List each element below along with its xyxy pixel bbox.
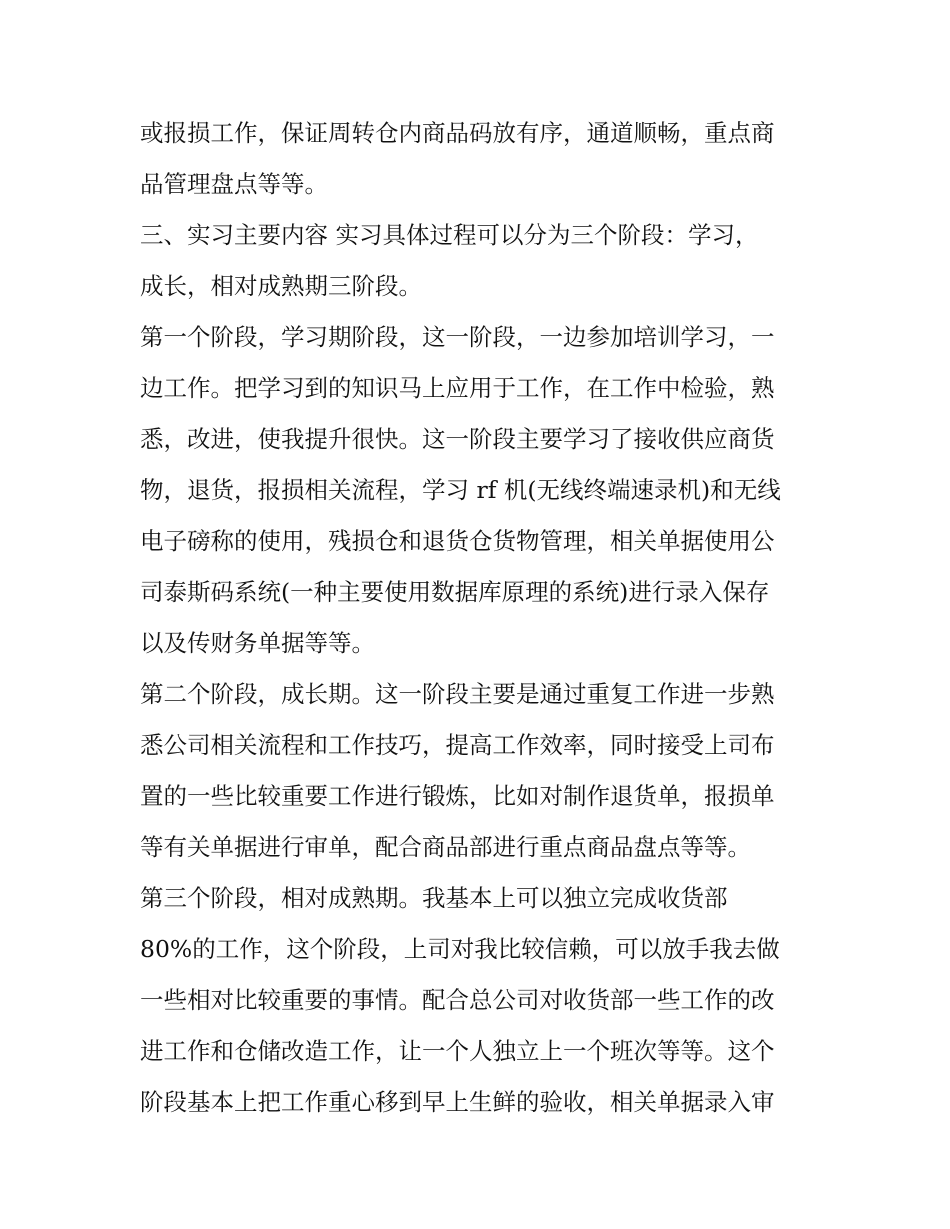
- text-line: 品管理盘点等等。: [140, 170, 328, 198]
- text-line: 悉公司相关流程和工作技巧，提高工作效率，同时接受上司布: [140, 731, 775, 759]
- text-line: 以及传财务单据等等。: [140, 629, 375, 657]
- text-line: 阶段基本上把工作重心移到早上生鲜的验收，相关单据录入审: [140, 1088, 775, 1116]
- text-line: 一些相对比较重要的事情。配合总公司对收货部一些工作的改: [140, 986, 775, 1014]
- text-line: 第一个阶段，学习期阶段，这一阶段，一边参加培训学习，一: [140, 323, 775, 351]
- text-line: 物，退货，报损相关流程，学习 rf 机(无线终端速录机)和无线: [140, 476, 781, 504]
- text-line: 80%的工作，这个阶段，上司对我比较信赖，可以放手我去做: [140, 935, 780, 963]
- text-line: 电子磅称的使用，残损仓和退货仓货物管理，相关单据使用公: [140, 527, 775, 555]
- text-line: 三、实习主要内容 实习具体过程可以分为三个阶段：学习，: [140, 221, 759, 249]
- text-line: 第三个阶段，相对成熟期。我基本上可以独立完成收货部: [140, 884, 728, 912]
- text-line: 置的一些比较重要工作进行锻炼，比如对制作退货单，报损单: [140, 782, 775, 810]
- text-line: 或报损工作，保证周转仓内商品码放有序，通道顺畅，重点商: [140, 119, 775, 147]
- text-line: 司泰斯码系统(一种主要使用数据库原理的系统)进行录入保存: [140, 578, 770, 606]
- text-line: 成长，相对成熟期三阶段。: [140, 272, 422, 300]
- text-line: 边工作。把学习到的知识马上应用于工作，在工作中检验，熟: [140, 374, 775, 402]
- text-line: 等有关单据进行审单，配合商品部进行重点商品盘点等等。: [140, 833, 751, 861]
- text-line: 第二个阶段，成长期。这一阶段主要是通过重复工作进一步熟: [140, 680, 775, 708]
- document-body: [140, 108, 820, 1128]
- text-line: 悉，改进，使我提升很快。这一阶段主要学习了接收供应商货: [140, 425, 775, 453]
- text-line: 进工作和仓储改造工作，让一个人独立上一个班次等等。这个: [140, 1037, 775, 1065]
